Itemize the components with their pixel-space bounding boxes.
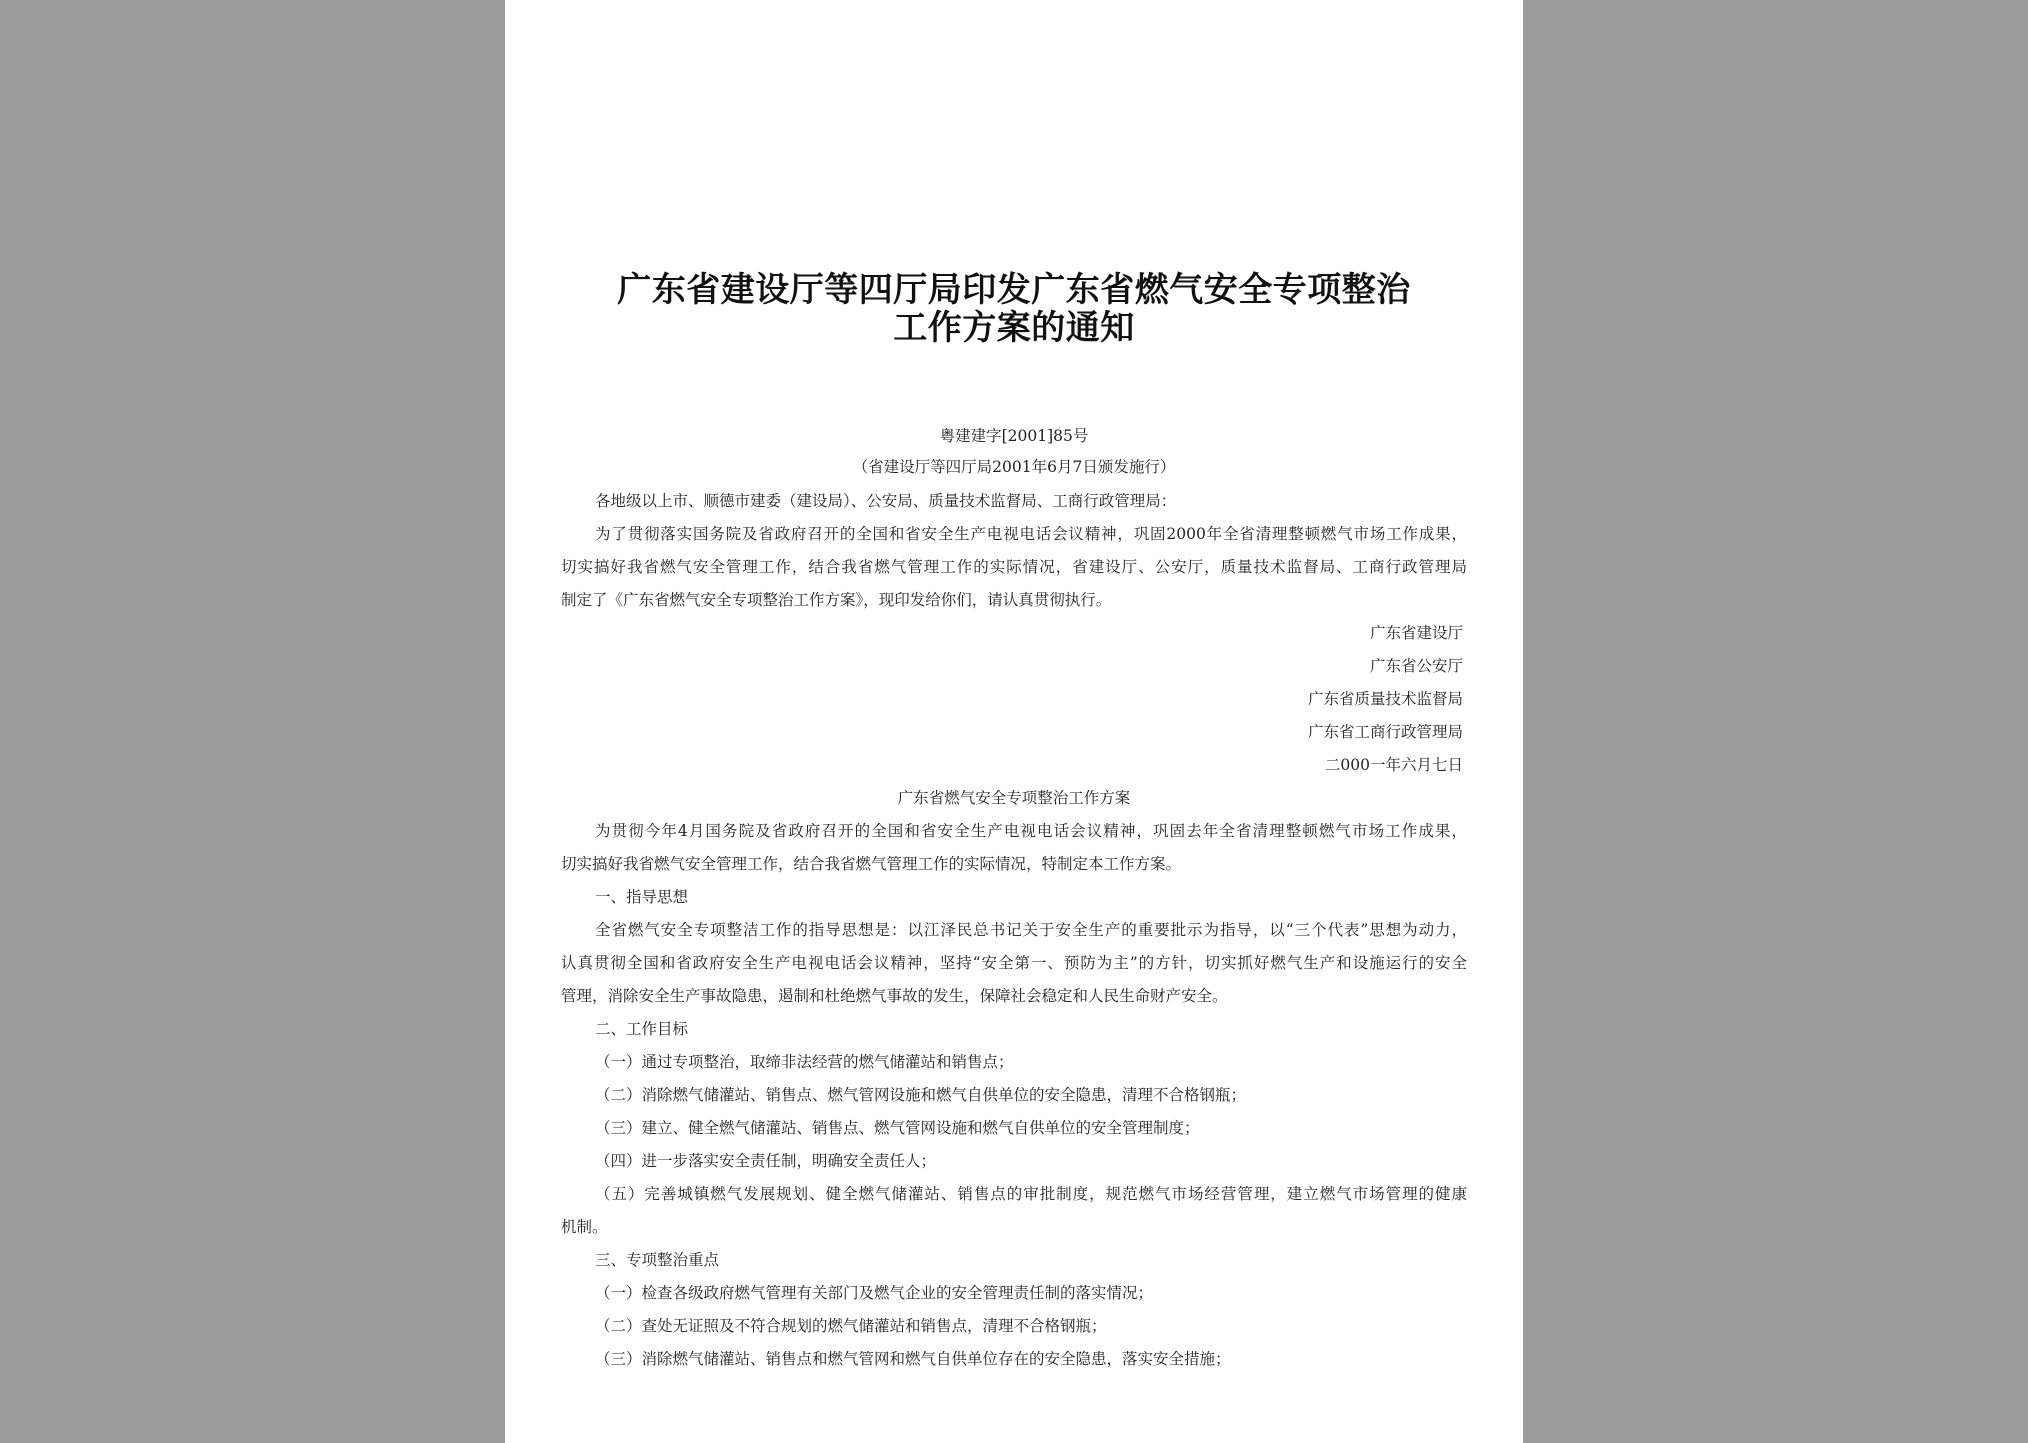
- signatory-commerce-bureau: 广东省工商行政管理局: [1307, 723, 1463, 741]
- section-3-heading: 三、专项整治重点: [595, 1251, 720, 1269]
- section-2-item-5-line-2: 机制。: [561, 1218, 608, 1236]
- section-2-item-3: （三）建立、健全燃气储灌站、销售点、燃气管网设施和燃气自供单位的安全管理制度；: [595, 1119, 1200, 1137]
- section-2-item-4: （四）进一步落实安全责任制，明确安全责任人；: [595, 1152, 937, 1170]
- plan-intro-line-2: 切实搞好我省燃气安全管理工作，结合我省燃气管理工作的实际情况，特制定本工作方案。: [561, 855, 1182, 873]
- document-title-line-1: 广东省建设厅等四厅局印发广东省燃气安全专项整治: [617, 270, 1411, 310]
- section-1-line-3: 管理，消除安全生产事故隐患，遏制和杜绝燃气事故的发生，保障社会稳定和人民生命财产安全。: [561, 987, 1228, 1005]
- document-title-line-2: 工作方案的通知: [893, 308, 1135, 348]
- section-2-item-5-line-1: （五）完善城镇燃气发展规划、健全燃气储灌站、销售点的审批制度，规范燃气市场经营管理，建立燃气市场管理的健康: [595, 1185, 1467, 1203]
- intro-line-2: 切实搞好我省燃气安全管理工作，结合我省燃气管理工作的实际情况，省建设厅、公安厅，质量技术监督局、工商行政管理局: [561, 558, 1467, 576]
- section-2-item-2: （二）消除燃气储灌站、销售点、燃气管网设施和燃气自供单位的安全隐患，清理不合格钢瓶；: [595, 1086, 1247, 1104]
- signatory-construction-dept: 广东省建设厅: [1369, 624, 1463, 642]
- section-2-item-1: （一）通过专项整治，取缔非法经营的燃气储灌站和销售点；: [595, 1053, 1014, 1071]
- section-3-item-1: （一）检查各级政府燃气管理有关部门及燃气企业的安全管理责任制的落实情况；: [595, 1284, 1154, 1302]
- signatory-quality-bureau: 广东省质量技术监督局: [1307, 690, 1463, 708]
- section-2-heading: 二、工作目标: [595, 1020, 689, 1038]
- document-page: [505, 0, 1523, 1443]
- section-1-line-2: 认真贯彻全国和省政府安全生产电视电话会议精神，坚持“安全第一、预防为主”的方针，切实抓好燃气生产和设施运行的安全: [561, 954, 1467, 972]
- addressee: 各地级以上市、顺德市建委（建设局）、公安局、质量技术监督局、工商行政管理局：: [595, 492, 1177, 510]
- plan-intro-line-1: 为贯彻今年4月国务院及省政府召开的全国和省安全生产电视电话会议精神，巩固去年全省清理整顿燃气市场工作成果，: [595, 822, 1467, 840]
- intro-line-3: 制定了《广东省燃气安全专项整治工作方案》，现印发给你们，请认真贯彻执行。: [561, 591, 1112, 609]
- section-1-heading: 一、指导思想: [595, 888, 689, 906]
- document-number: 粤建建字[2001]85号: [939, 427, 1089, 445]
- document-date: 二000一年六月七日: [1324, 756, 1463, 774]
- issued-note: （省建设厅等四厅局2001年6月7日颁发施行）: [852, 458, 1176, 476]
- section-1-line-1: 全省燃气安全专项整洁工作的指导思想是：以江泽民总书记关于安全生产的重要批示为指导，以“三个代表”思想为动力，: [595, 921, 1467, 939]
- intro-line-1: 为了贯彻落实国务院及省政府召开的全国和省安全生产电视电话会议精神，巩固2000年全省清理整顿燃气市场工作成果，: [595, 525, 1467, 543]
- section-3-item-2: （二）查处无证照及不符合规划的燃气储灌站和销售点，清理不合格钢瓶；: [595, 1317, 1107, 1335]
- signatory-public-security-dept: 广东省公安厅: [1369, 657, 1463, 675]
- section-3-item-3: （三）消除燃气储灌站、销售点和燃气管网和燃气自供单位存在的安全隐患，落实安全措施；: [595, 1350, 1231, 1368]
- plan-title: 广东省燃气安全专项整治工作方案: [897, 789, 1131, 807]
